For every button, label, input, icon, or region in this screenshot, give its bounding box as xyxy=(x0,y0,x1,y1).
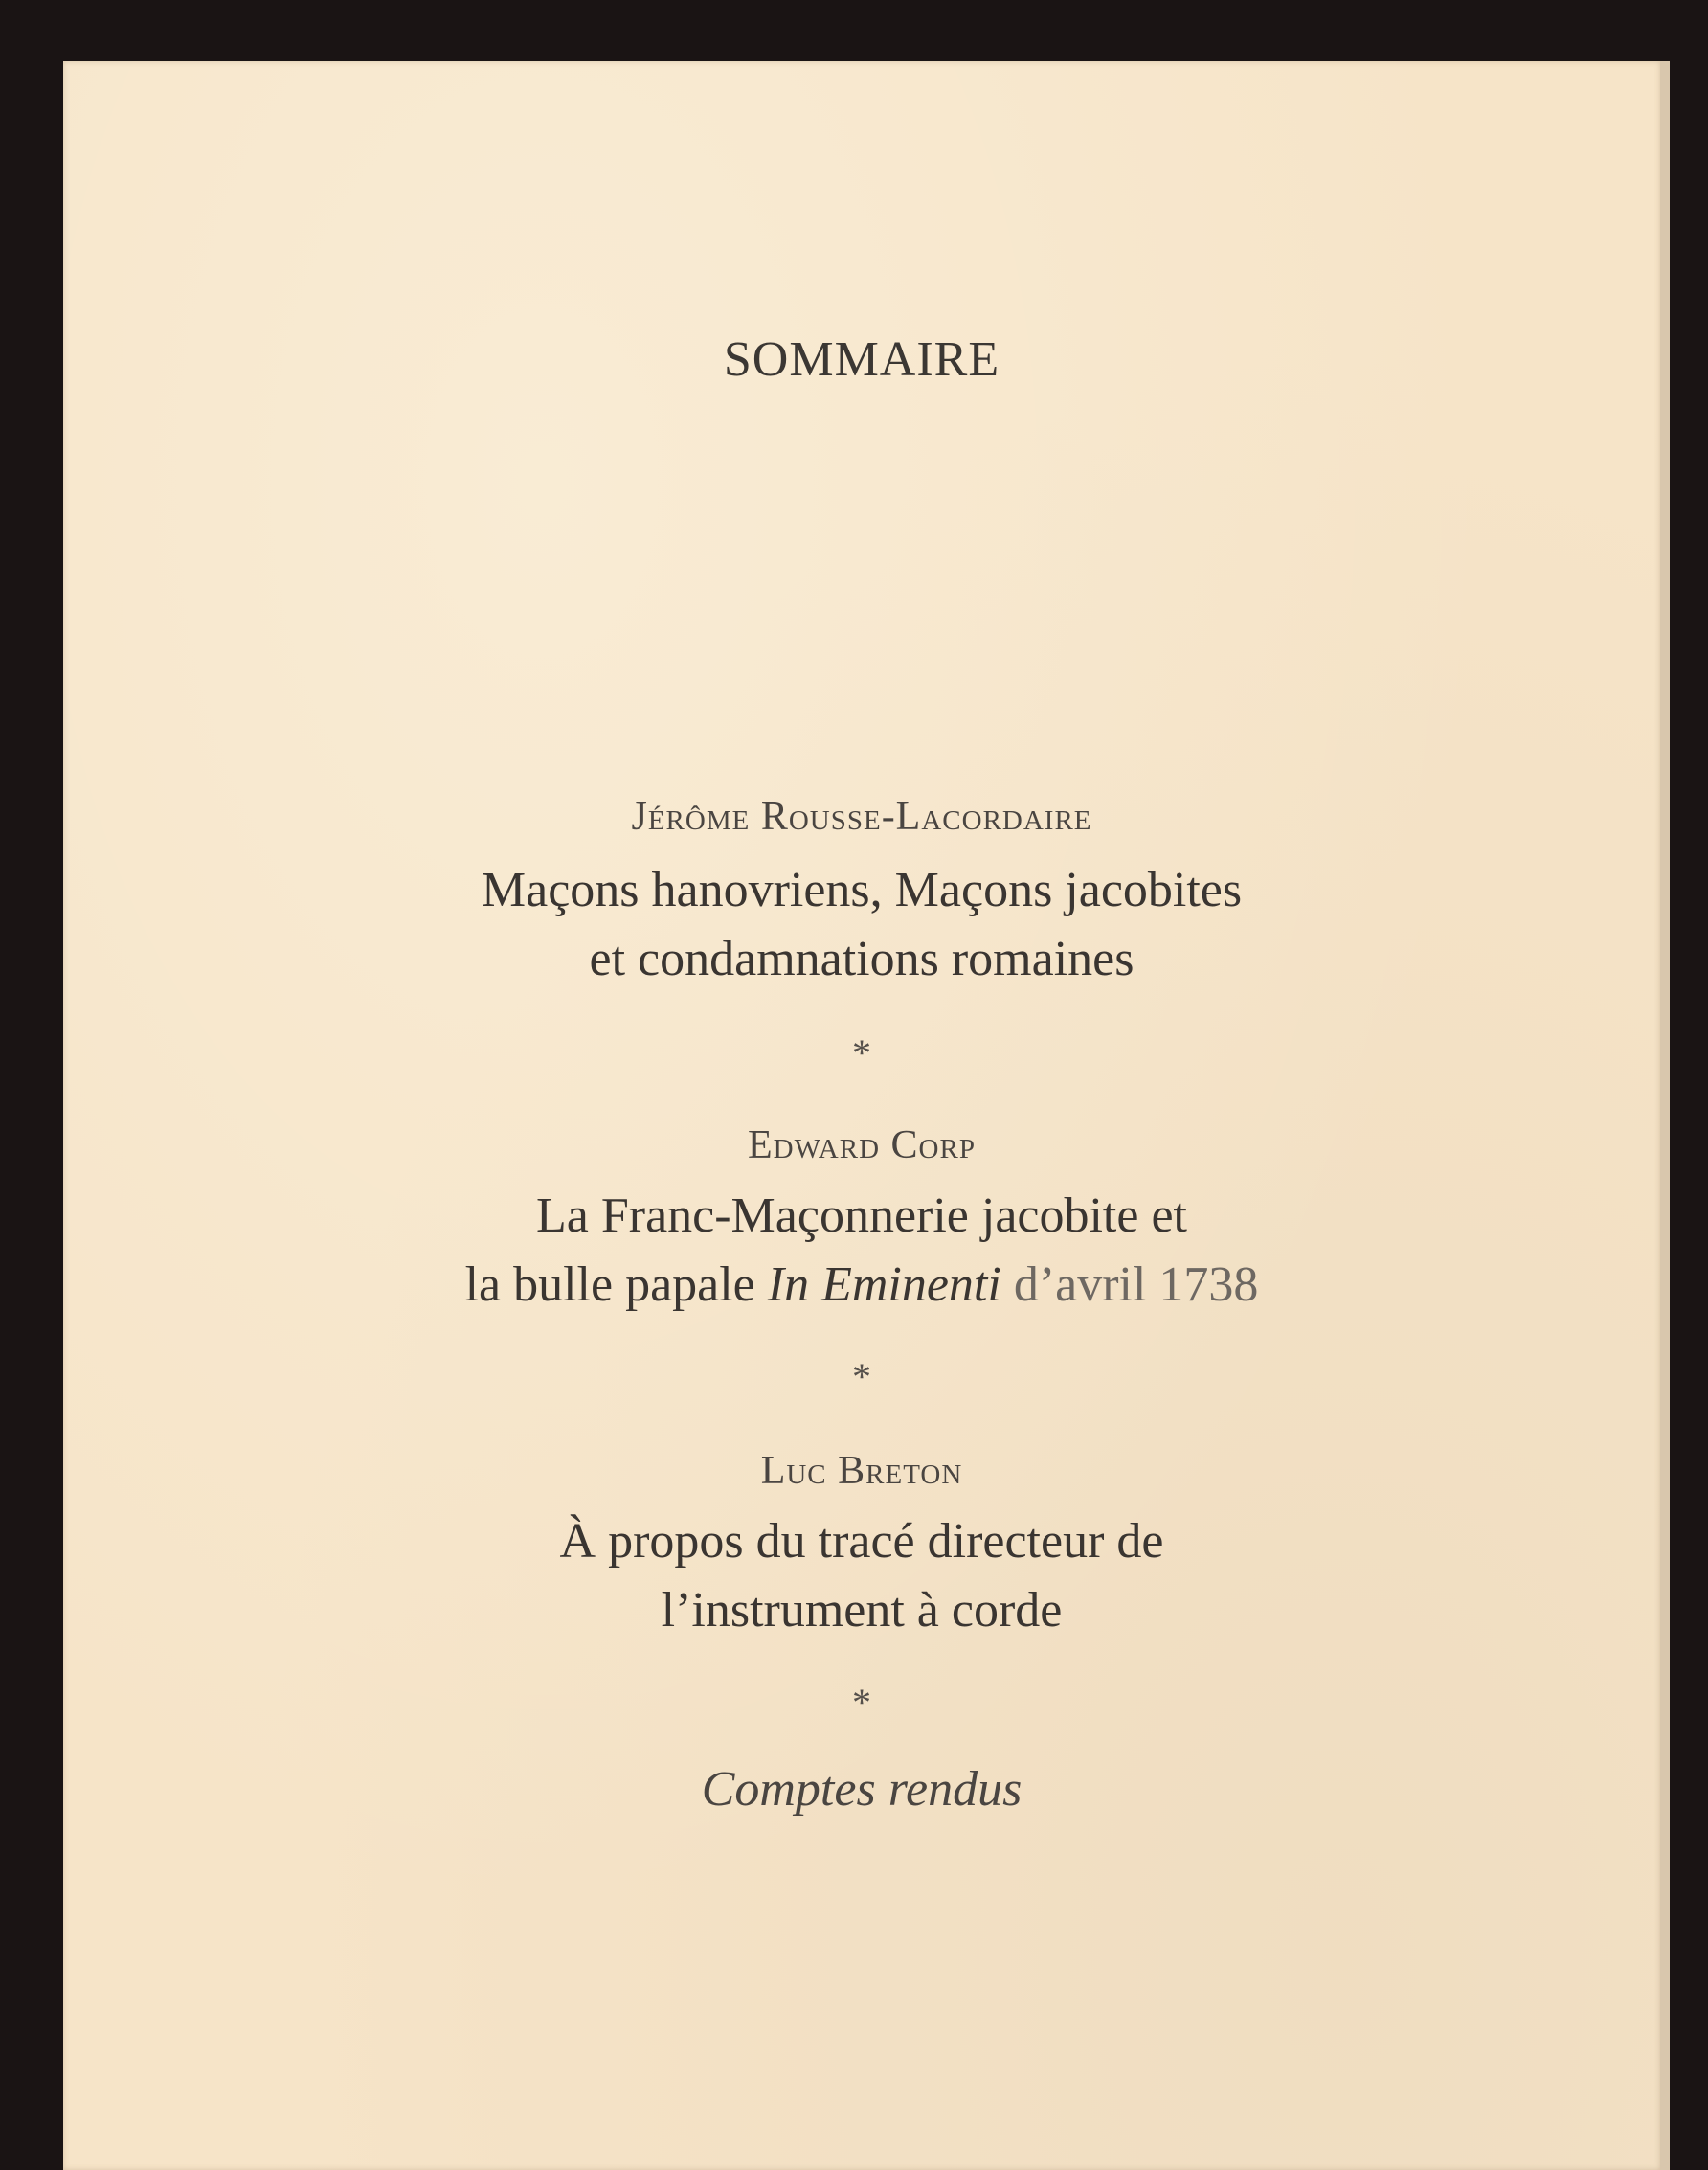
comptes-rendus: Comptes rendus xyxy=(701,1762,1023,1817)
document-page xyxy=(63,61,1660,2170)
separator-2: * xyxy=(852,1355,871,1398)
separator-3: * xyxy=(852,1681,871,1724)
author-2: Edward Corp xyxy=(748,1123,976,1167)
page-edge xyxy=(1660,61,1670,2170)
article-title-2 xyxy=(63,1182,1660,1320)
author-1: Jérôme Rousse-Lacordaire xyxy=(631,795,1092,839)
article-title-3 xyxy=(63,1507,1660,1645)
article-title-2-line-2-suffix: d’avril 1738 xyxy=(1000,1257,1259,1312)
article-title-2-line-2 xyxy=(63,1251,1660,1320)
article-title-1-line-1: Maçons hanovriens, Maçons jacobites xyxy=(481,863,1243,917)
article-title-3-line-2: l’instrument à corde xyxy=(661,1583,1063,1638)
article-title-2-line-2-italic: In Eminenti xyxy=(767,1257,1001,1312)
article-title-2-line-2-prefix: la bulle papale xyxy=(464,1257,768,1312)
author-3: Luc Breton xyxy=(760,1449,963,1493)
article-title-1-line-2: et condamnations romaines xyxy=(589,932,1135,986)
article-title-1 xyxy=(63,856,1660,994)
article-title-3-line-1: À propos du tracé directeur de xyxy=(559,1514,1164,1569)
page-title: SOMMAIRE xyxy=(723,332,1000,387)
article-title-2-line-1: La Franc-Maçonnerie jacobite et xyxy=(536,1188,1187,1243)
separator-1: * xyxy=(852,1031,871,1074)
